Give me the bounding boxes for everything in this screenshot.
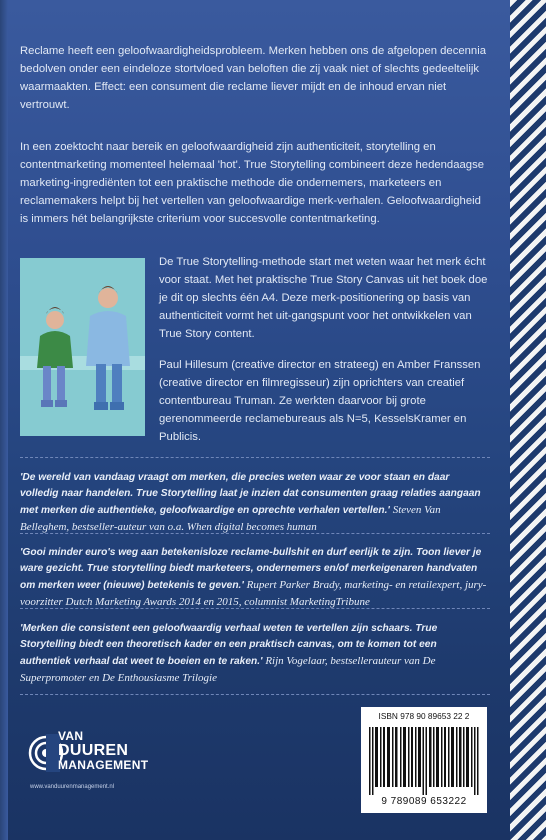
divider-line [20,694,490,695]
publisher-name-line: VAN [58,729,84,743]
method-paragraph: De True Storytelling-methode start met weten waar het merk écht voor staat. Met het praktische True Story Canvas uit het boek doe je dit op slechts één A4. Deze merk-positionering op basis van authenticiteit vormt het uit-gangspunt voor het ontwikkelen van True Story content. [159,256,488,340]
authors-photo [20,258,145,436]
quote-text: 'Merken die consistent een geloofwaardig verhaal weten te vertellen zijn schaars. True Storytelling biedt een theoretisch kader en een praktisch canvas, om te komen tot een authentiek verhaal dat weet te boeien en te raken.' [20,623,438,667]
divider-line [20,608,490,609]
cover-fold-edge [0,0,8,840]
quote-text: 'De wereld van vandaag vraagt om merken, die precies weten waar ze voor staan en daar volledig naar handelen. True Storytelling laat je inzien dat consumenten graag relaties aangaan met merken die authentieke, geloofwaardige en oprechte verhalen vertellen.' [20,472,481,516]
spine-stripes [510,0,546,840]
publisher-name-line: MANAGEMENT [58,758,149,772]
publisher-name-line: DUUREN [58,742,129,759]
divider-line [20,533,490,534]
barcode-bars-icon [367,727,481,795]
quote-attribution: Rupert Parker Brady, marketing- en retailexpert, jury-voorzitter Dutch Marketing Awards 2014 en 2015, columnist MarketingTribune [20,579,487,608]
quote-2 [20,545,490,611]
intro-paragraph: Reclame heeft een geloofwaardigheidsprobleem. Merken hebben ons de afgelopen decennia bedolven onder een eindeloze stortvloed van beloften die zij vaak niet of slechts gedeeltelijk waarmaakten. Effect: een consument die reclame liever mijdt en de inhoud ervan niet vertrouwt. [20,45,487,111]
isbn-text: ISBN 978 90 89653 22 2 [378,711,470,721]
barcode-number: 9 789089 653222 [381,796,467,807]
quote-text: 'Gooi minder euro's weg aan betekenisloze reclame-bullshit en durf eerlijk te zijn. Toon liever je ware gezicht. True storytelling biedt marketeers, ondernemers en/of merkeigenaren handvaten om merken weer (nieuwe) betekenis te geven.' [20,547,482,591]
quote-1 [20,470,490,536]
authors-paragraph: Paul Hillesum (creative director en strateeg) en Amber Franssen (creative director en filmregisseur) zijn oprichters van creatief contentbureau Truman. Ze werkten daarvoor bij grote gerenommeerde reclamebureaus als N=5, KesselsKramer en Publicis. [159,359,481,443]
publisher-name [58,730,148,771]
divider-line [20,457,490,458]
publisher-url: www.vanduurenmanagement.nl [30,784,115,790]
search-paragraph: In een zoektocht naar bereik en geloofwaardigheid zijn authenticiteit, storytelling en contentmarketing momenteel helemaal 'hot'. True Storytelling combineert deze hedendaagse marketing-ingrediënten tot een praktische methode die ondernemers, marketeers en reclamemakers helpt bij het vertellen van geloofwaardige merk-verhalen. Geloofwaardigheid is immers hét belangrijkste criterium voor succesvolle contentmarketing. [20,141,484,225]
quote-3 [20,621,490,687]
isbn-barcode [361,707,487,813]
quote-attribution: Rijn Vogelaar, bestsellerauteur van De Superpromoter en De Enthousiasme Trilogie [20,655,436,684]
quote-attribution: Steven Van Belleghem, bestseller-auteur van o.a. When digital becomes human [20,504,441,533]
